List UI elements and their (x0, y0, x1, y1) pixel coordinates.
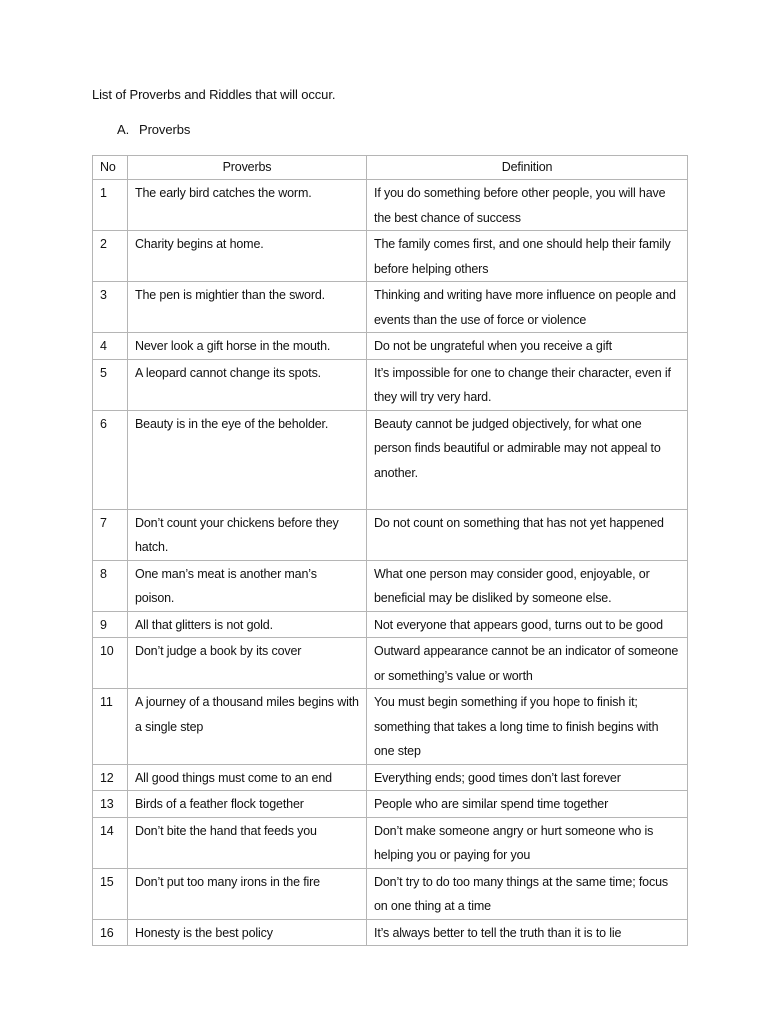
table-row (93, 791, 688, 818)
definition-cell: People who are similar spend time together (367, 791, 688, 818)
section-marker: A. (117, 122, 130, 137)
section-label: Proverbs (139, 122, 191, 137)
definition-cell: Thinking and writing have more influence on people and events than the use of force or violence (367, 282, 688, 333)
definition-cell: Do not be ungrateful when you receive a gift (367, 333, 688, 360)
proverb-cell: Never look a gift horse in the mouth. (128, 333, 367, 360)
table-row (93, 509, 688, 560)
proverb-cell: All that glitters is not gold. (128, 611, 367, 638)
table-row (93, 611, 688, 638)
header-definition: Definition (367, 156, 688, 180)
row-number: 2 (93, 231, 128, 282)
row-number: 15 (93, 868, 128, 919)
row-number: 3 (93, 282, 128, 333)
table-row (93, 817, 688, 868)
table-row (93, 231, 688, 282)
definition-cell: What one person may consider good, enjoyable, or beneficial may be disliked by someone else. (367, 560, 688, 611)
proverb-cell: Don’t put too many irons in the fire (128, 868, 367, 919)
proverb-cell: The pen is mightier than the sword. (128, 282, 367, 333)
table-row (93, 560, 688, 611)
definition-cell: It’s always better to tell the truth than it is to lie (367, 919, 688, 946)
row-number: 7 (93, 509, 128, 560)
row-number: 8 (93, 560, 128, 611)
definition-cell: If you do something before other people, you will have the best chance of success (367, 180, 688, 231)
row-number: 1 (93, 180, 128, 231)
proverb-cell: Honesty is the best policy (128, 919, 367, 946)
row-number: 5 (93, 359, 128, 410)
proverb-cell: Beauty is in the eye of the beholder. (128, 410, 367, 509)
row-number: 9 (93, 611, 128, 638)
definition-cell: You must begin something if you hope to finish it; something that takes a long time to finish begins with one step (367, 689, 688, 765)
section-heading (117, 122, 190, 137)
header-no: No (93, 156, 128, 180)
row-number: 13 (93, 791, 128, 818)
table-row (93, 689, 688, 765)
table-row (93, 410, 688, 509)
header-proverbs: Proverbs (128, 156, 367, 180)
row-number: 14 (93, 817, 128, 868)
definition-cell: Don’t try to do too many things at the same time; focus on one thing at a time (367, 868, 688, 919)
definition-cell: It’s impossible for one to change their character, even if they will try very hard. (367, 359, 688, 410)
table-row (93, 868, 688, 919)
proverb-cell: All good things must come to an end (128, 764, 367, 791)
row-number: 6 (93, 410, 128, 509)
definition-cell: Don’t make someone angry or hurt someone who is helping you or paying for you (367, 817, 688, 868)
proverb-cell: A leopard cannot change its spots. (128, 359, 367, 410)
table-row (93, 180, 688, 231)
table-row (93, 282, 688, 333)
page-title: List of Proverbs and Riddles that will occur. (92, 87, 336, 102)
row-number: 16 (93, 919, 128, 946)
table-row (93, 764, 688, 791)
table-header-row (93, 156, 688, 180)
table-row (93, 638, 688, 689)
row-number: 12 (93, 764, 128, 791)
proverb-cell: Don’t count your chickens before they hatch. (128, 509, 367, 560)
proverb-cell: Birds of a feather flock together (128, 791, 367, 818)
proverb-cell: Don’t bite the hand that feeds you (128, 817, 367, 868)
definition-cell: Beauty cannot be judged objectively, for what one person finds beautiful or admirable may not appeal to another. (367, 410, 688, 509)
table-row (93, 919, 688, 946)
row-number: 4 (93, 333, 128, 360)
proverbs-table (92, 155, 688, 946)
proverb-cell: Charity begins at home. (128, 231, 367, 282)
definition-cell: Outward appearance cannot be an indicator of someone or something’s value or worth (367, 638, 688, 689)
table-row (93, 333, 688, 360)
definition-cell: Not everyone that appears good, turns out to be good (367, 611, 688, 638)
definition-cell: Do not count on something that has not yet happened (367, 509, 688, 560)
proverb-cell: One man’s meat is another man’s poison. (128, 560, 367, 611)
proverb-cell: The early bird catches the worm. (128, 180, 367, 231)
proverb-cell: A journey of a thousand miles begins with a single step (128, 689, 367, 765)
row-number: 11 (93, 689, 128, 765)
table-row (93, 359, 688, 410)
definition-cell: Everything ends; good times don’t last forever (367, 764, 688, 791)
definition-cell: The family comes first, and one should help their family before helping others (367, 231, 688, 282)
row-number: 10 (93, 638, 128, 689)
proverb-cell: Don’t judge a book by its cover (128, 638, 367, 689)
